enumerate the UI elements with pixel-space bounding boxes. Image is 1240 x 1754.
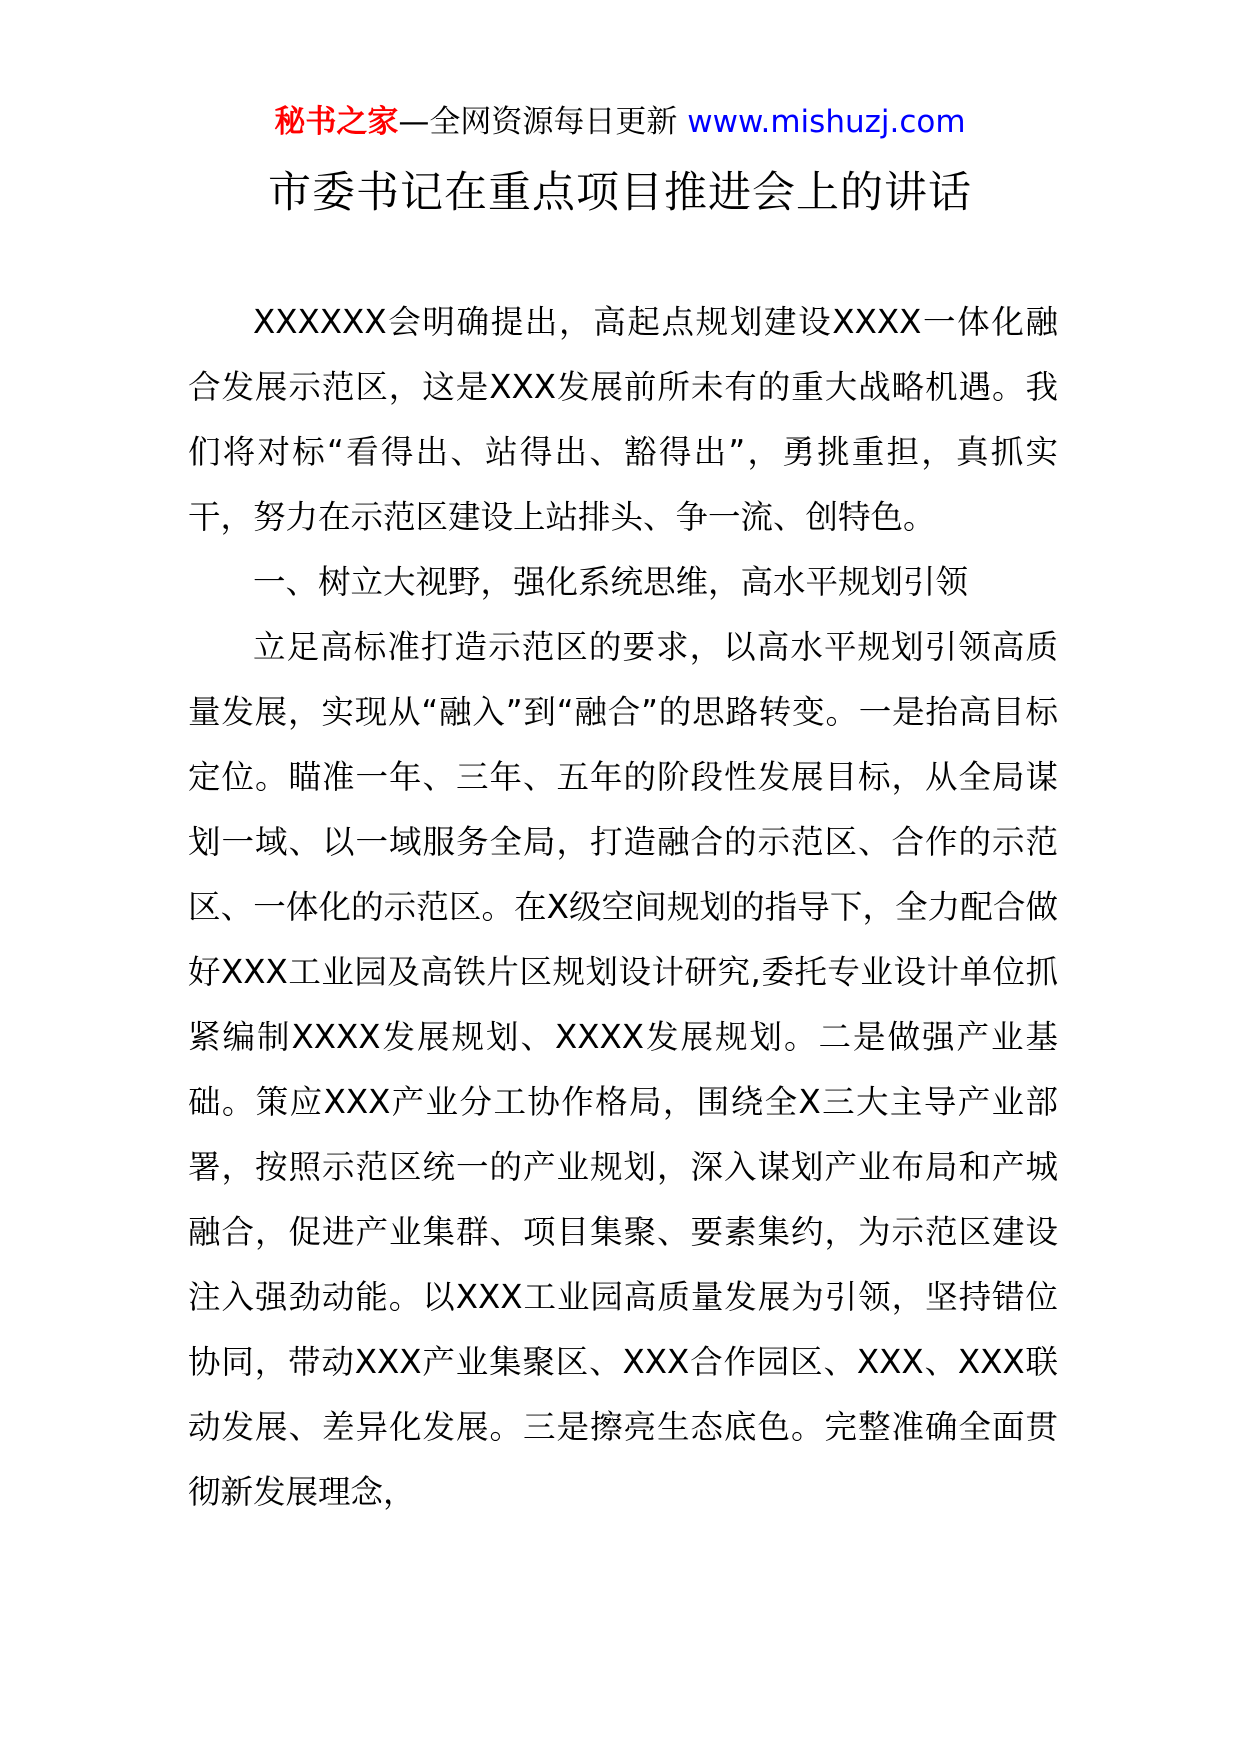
- document-title: 市委书记在重点项目推进会上的讲话: [268, 168, 972, 218]
- document-body: [188, 290, 1058, 1525]
- section-heading: 一、树立大视野，强化系统思维，高水平规划引领: [253, 563, 969, 601]
- site-url[interactable]: www.mishuzj.com: [687, 104, 966, 140]
- brand-name: 秘书之家: [274, 104, 399, 140]
- header-tagline: —全网资源每日更新: [398, 104, 678, 140]
- site-header: [0, 100, 1240, 144]
- intro-paragraph: XXXXXX会明确提出，高起点规划建设XXXX一体化融合发展示范区，这是XXX发展前所未有的重大战略机遇。我们将对标“看得出、站得出、豁得出”，勇挑重担，真抓实干，努力在示范区建设上站排头、争一流、创特色。: [188, 303, 1058, 536]
- body-paragraph: 立足高标准打造示范区的要求，以高水平规划引领高质量发展，实现从“融入”到“融合”的思路转变。一是抬高目标定位。瞄准一年、三年、五年的阶段性发展目标，从全局谋划一域、以一域服务全局，打造融合的示范区、合作的示范区、一体化的示范区。在X级空间规划的指导下，全力配合做好XXX工业园及高铁片区规划设计研究,委托专业设计单位抓紧编制XXXX发展规划、XXXX发展规划。二是做强产业基础。策应XXX产业分工协作格局，围绕全X三大主导产业部署，按照示范区统一的产业规划，深入谋划产业布局和产城融合，促进产业集群、项目集聚、要素集约，为示范区建设注入强劲动能。以XXX工业园高质量发展为引领，坚持错位协同，带动XXX产业集聚区、XXX合作园区、XXX、XXX联动发展、差异化发展。三是擦亮生态底色。完整准确全面贯彻新发展理念，: [188, 628, 1058, 1511]
